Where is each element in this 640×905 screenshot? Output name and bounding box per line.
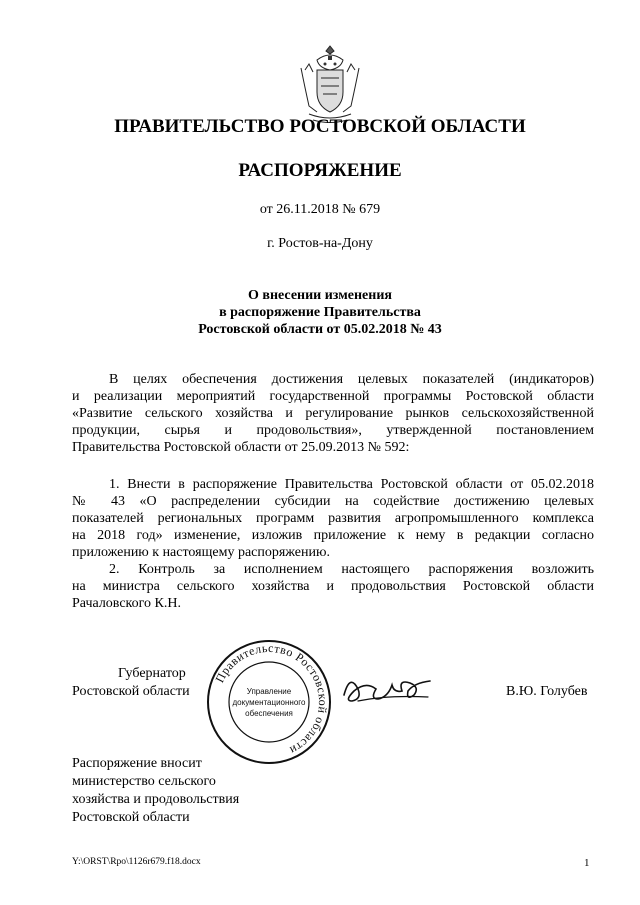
document-date-number: от 26.11.2018 № 679 <box>259 202 381 217</box>
stamp-center-line: обеспечения <box>245 709 293 718</box>
text-line: 2. Контроль за исполнением настоящего распоряжения возложить <box>109 562 594 577</box>
subject-line: в распоряжение Правительства <box>219 305 421 320</box>
page-number: 1 <box>584 857 590 869</box>
submitted-by-block <box>72 755 239 827</box>
text-line: Правительства Ростовской области от 25.09.2013 № 592: <box>72 440 410 455</box>
text-line: продукции, сырья и продовольствия», утвержденной постановлением <box>72 423 594 438</box>
document-subject <box>0 287 640 338</box>
text-line: на министра сельского хозяйства и продовольствия Ростовской области <box>72 579 594 594</box>
document-city: г. Ростов-на-Дону <box>267 236 373 251</box>
text-line: приложению к настоящему распоряжению. <box>72 545 330 560</box>
official-stamp <box>205 638 333 766</box>
text-line: 1. Внести в распоряжение Правительства Ростовской области от 05.02.2018 <box>109 477 594 492</box>
signatory-name: В.Ю. Голубев <box>506 684 588 699</box>
stamp-center-line: документационного <box>232 698 306 707</box>
handwritten-signature <box>338 665 448 713</box>
text-line: Распоряжение вносит <box>72 756 202 771</box>
text-line: В целях обеспечения достижения целевых показателей (индикаторов) <box>109 372 594 387</box>
signatory-region: Ростовской области <box>72 684 190 699</box>
text-line: на 2018 год» изменение, изложив приложение к нему в редакции согласно <box>72 528 594 543</box>
document-type: РАСПОРЯЖЕНИЕ <box>238 160 402 181</box>
text-line: «Развитие сельского хозяйства и регулирование рынков сельскохозяйственной <box>72 406 594 421</box>
footer-file-path: Y:\ORST\Rpo\1126r679.f18.docx <box>72 857 201 867</box>
text-line: и реализации мероприятий государственной программы Ростовской области <box>72 389 594 404</box>
text-line: министерство сельского <box>72 774 216 789</box>
subject-line: О внесении изменения <box>248 288 392 303</box>
stamp-ring-text: Правительство Ростовской области <box>212 640 331 758</box>
text-line: Рачаловского К.Н. <box>72 596 181 611</box>
subject-line: Ростовской области от 05.02.2018 № 43 <box>198 322 442 337</box>
coat-of-arms-icon <box>295 40 365 126</box>
signatory-title: Губернатор <box>118 666 186 681</box>
text-line: показателей региональных программ развития агропромышленного комплекса <box>72 511 594 526</box>
preamble-paragraph <box>72 371 594 456</box>
item-1-paragraph <box>72 476 594 561</box>
stamp-center-line: Управление <box>246 687 292 696</box>
government-title: ПРАВИТЕЛЬСТВО РОСТОВСКОЙ ОБЛАСТИ <box>114 116 526 137</box>
item-2-paragraph <box>72 561 594 612</box>
text-line: хозяйства и продовольствия <box>72 792 240 807</box>
text-line: № 43 «О распределении субсидии на содействие достижению целевых <box>72 494 594 509</box>
text-line: Ростовской области <box>72 810 190 825</box>
